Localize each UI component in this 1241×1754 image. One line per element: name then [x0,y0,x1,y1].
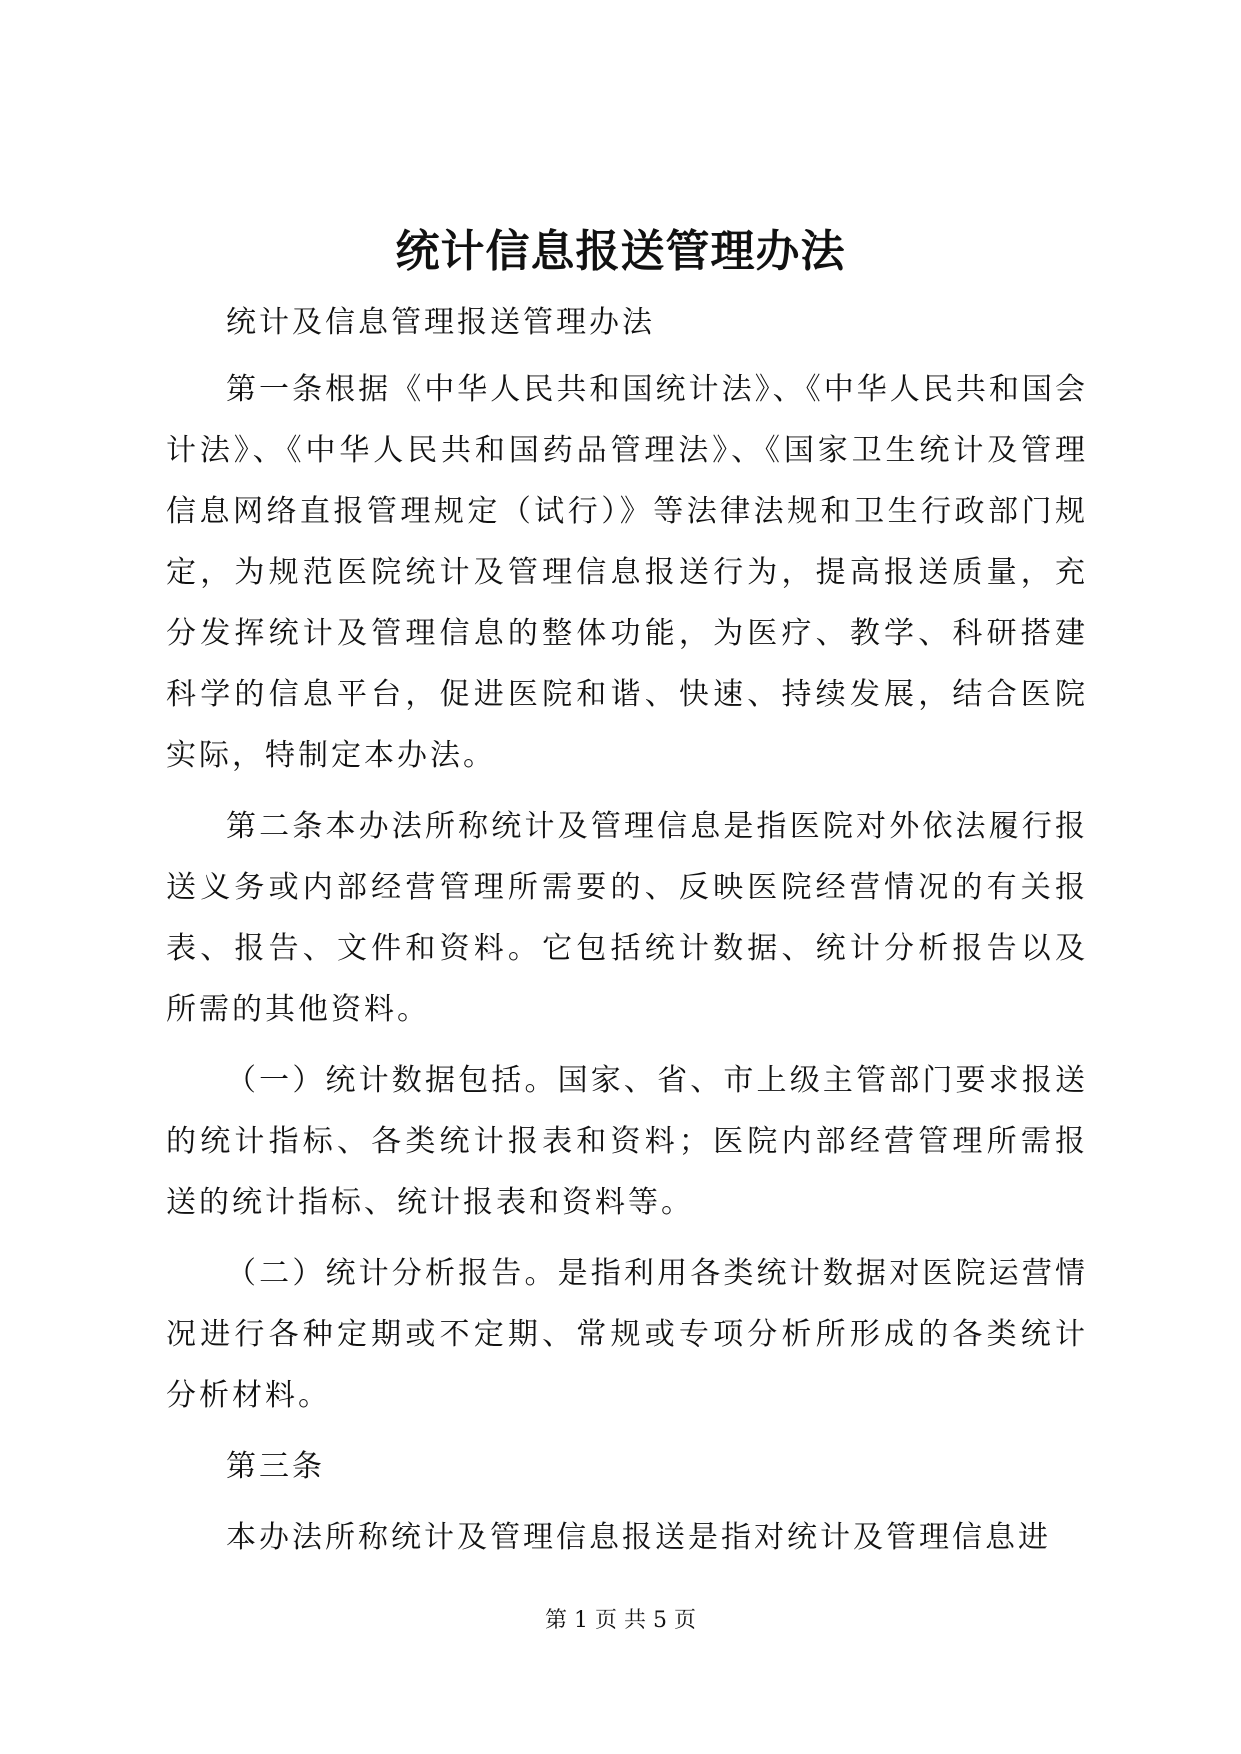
page-title: 统计信息报送管理办法 [395,226,846,277]
document-body [166,292,1088,1578]
article-3-heading: 第三条 [226,1449,325,1484]
article-1-paragraph: 第一条根据《中华人民共和国统计法》、《中华人民共和国会计法》、《中华人民共和国药品管理法》、《国家卫生统计及管理信息网络直报管理规定（试行）》等法律法规和卫生行政部门规定，为规范医院统计及管理信息报送行为，提高报送质量，充分发挥统计及管理信息的整体功能，为医疗、教学、科研搭建科学的信息平台，促进医院和谐、快速、持续发展，结合医院实际，特制定本办法。 [166,372,1088,773]
item-2-paragraph: （二）统计分析报告。是指利用各类统计数据对医院运营情况进行各种定期或不定期、常规或专项分析所形成的各类统计分析材料。 [166,1256,1088,1413]
page-number-label: 第 1 页 共 5 页 [545,1608,696,1633]
article-2-paragraph: 第二条本办法所称统计及管理信息是指医院对外依法履行报送义务或内部经营管理所需要的、反映医院经营情况的有关报表、报告、文件和资料。它包括统计数据、统计分析报告以及所需的其他资料。 [166,809,1088,1027]
item-1-paragraph: （一）统计数据包括。国家、省、市上级主管部门要求报送的统计指标、各类统计报表和资料；医院内部经营管理所需报送的统计指标、统计报表和资料等。 [166,1063,1088,1220]
page-footer [0,1606,1241,1636]
subtitle-paragraph: 统计及信息管理报送管理办法 [226,305,655,340]
article-3-paragraph: 本办法所称统计及管理信息报送是指对统计及管理信息进 [226,1520,1051,1555]
